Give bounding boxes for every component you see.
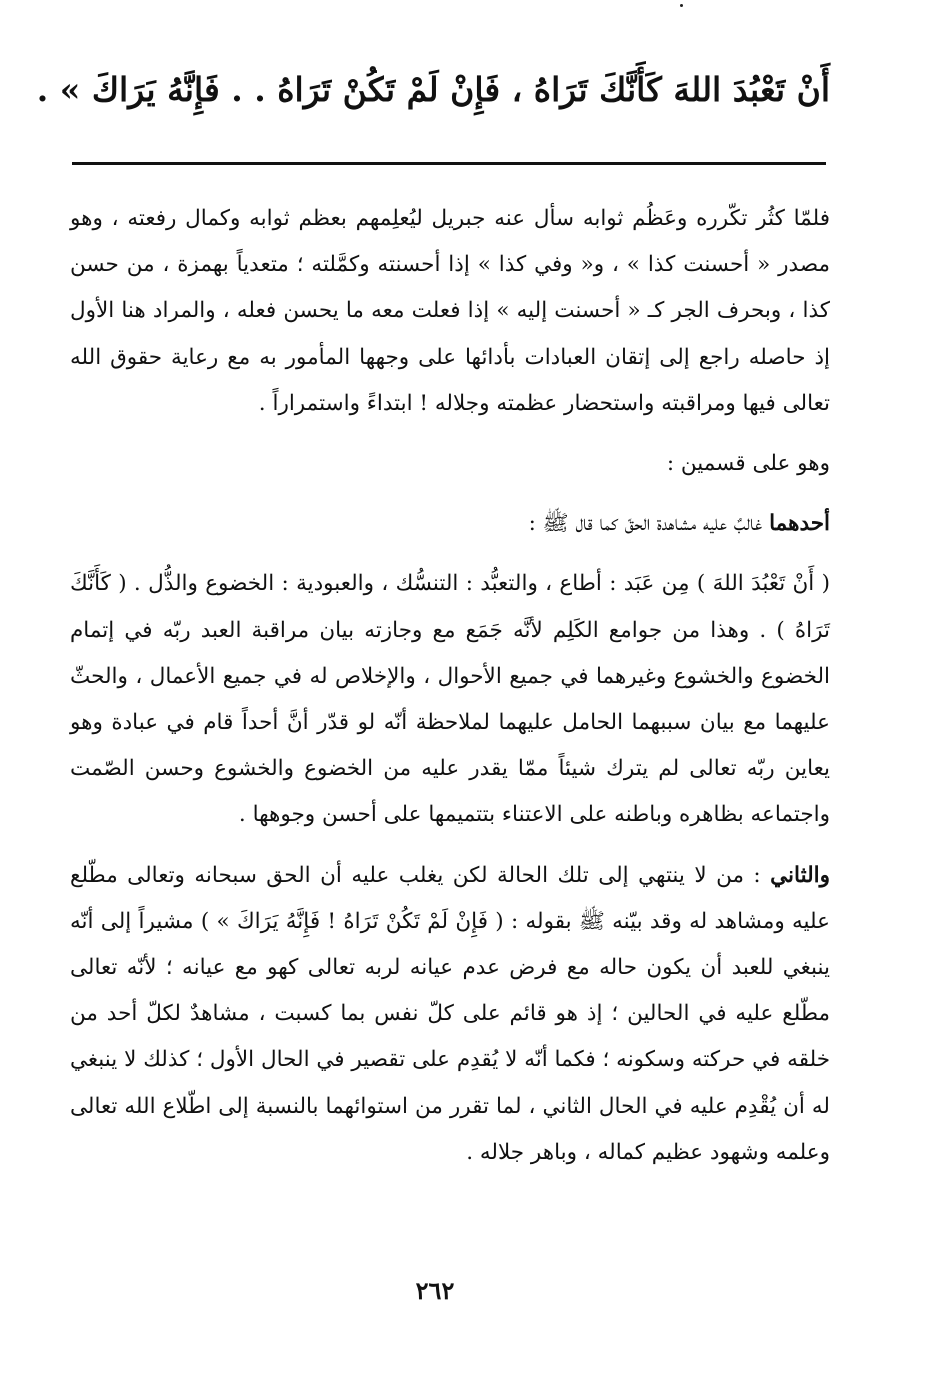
commentary-body <box>70 196 830 1176</box>
paragraph-3-text: غالبٌ عليه مشاهدة الحقّ كما قال ﷺ : <box>528 511 763 537</box>
paragraph-4-text: ( أَنْ تَعْبُدَ اللهَ ) مِن عَبَد : أطاع ، والتعبُّد : التنسُّك ، والعبودية : الخضوع والذُّل . ( كَأَنَّكَ تَرَاهُ ) . وهذا من جوامع الكَلِم لأنَّه جَمَع مع وجازته بيان مراقبة العبد ربّه في إتمام الخضوع والخشوع وغيرهما في جميع الأحوال ، والإخلاص له في جميع الأعمال ، والحثّ عليهما مع بيان سببهما الحامل عليهما لملاحظة أنّه لو قدّر أنَّ أحداً قام في عبادة وهو يعاين ربّه تعالى لم يترك شيئاً ممّا يقدر عليه من الخضوع والخشوع وحسن الصّمت واجتماعه بظاهره وباطنه على الاعتناء بتتميمها على أحسن وجوهها . <box>70 571 830 828</box>
paragraph-2-text: وهو على قسمين : <box>666 451 830 477</box>
speck-mark <box>680 4 683 7</box>
header-hadith-quote: أَنْ تَعْبُدَ اللهَ كَأَنَّكَ تَرَاهُ ، فَإِنْ لَمْ تَكُنْ تَرَاهُ . . فَإِنَّهُ يَرَاكَ » . <box>36 70 830 109</box>
paragraph-4 <box>70 561 830 838</box>
paragraph-2 <box>70 441 830 487</box>
paragraph-3-lead: أحدهما <box>769 511 830 537</box>
paragraph-1 <box>70 196 830 427</box>
paragraph-5 <box>70 853 830 1176</box>
paragraph-3 <box>70 501 830 547</box>
paragraph-5-text: : من لا ينتهي إلى تلك الحالة لكن يغلب عليه أن الحق سبحانه وتعالى مطّلع عليه ومشاهد له وقد بيّنه ﷺ بقوله : ( فَإِنْ لَمْ تَكُنْ تَرَاهُ ! فَإِنَّهُ يَرَاكَ » ) مشيراً إلى أنّه ينبغي للعبد أن يكون حاله مع فرض عدم عيانه لربه تعالى كهو مع عيانه ؛ لأنّه تعالى مطّلع عليه في الحالين ؛ إذ هو قائم على كلّ نفس بما كسبت ، مشاهدٌ لكلّ أحد من خلقه في حركته وسكونه ؛ فكما أنّه لا يُقدِم على تقصير في الحال الأول ؛ كذلك لا ينبغي له أن يُقْدِم عليه في الحال الثاني ، لما تقرر من استوائهما بالنسبة إلى اطّلاع الله تعالى وعلمه وشهود عظيم كماله ، وباهر جلاله . <box>70 862 830 1165</box>
page-number: ٢٦٢ <box>415 1276 455 1305</box>
footnote-divider <box>72 162 826 165</box>
paragraph-5-lead: والثاني <box>770 862 830 888</box>
paragraph-1-text: فلمّا كثُر تكّرره وعَظُم ثوابه سأل عنه جبريل ليُعلِمهم بعظم ثوابه وكمال رفعته ، وهو مصدر « أحسنت كذا » ، و« وفي كذا » إذا أحسنته وكمَّلته ؛ متعدياً بهمزة ، من حسن كذا ، وبحرف الجر كـ « أحسنت إليه » إذا فعلت معه ما يحسن فعله ، والمراد هنا الأول إذ حاصله راجع إلى إتقان العبادات بأدائها على وجهها المأمور به مع رعاية حقوق الله تعالى فيها ومراقبته واستحضار عظمته وجلاله ! ابتداءً واستمراراً . <box>70 206 830 416</box>
